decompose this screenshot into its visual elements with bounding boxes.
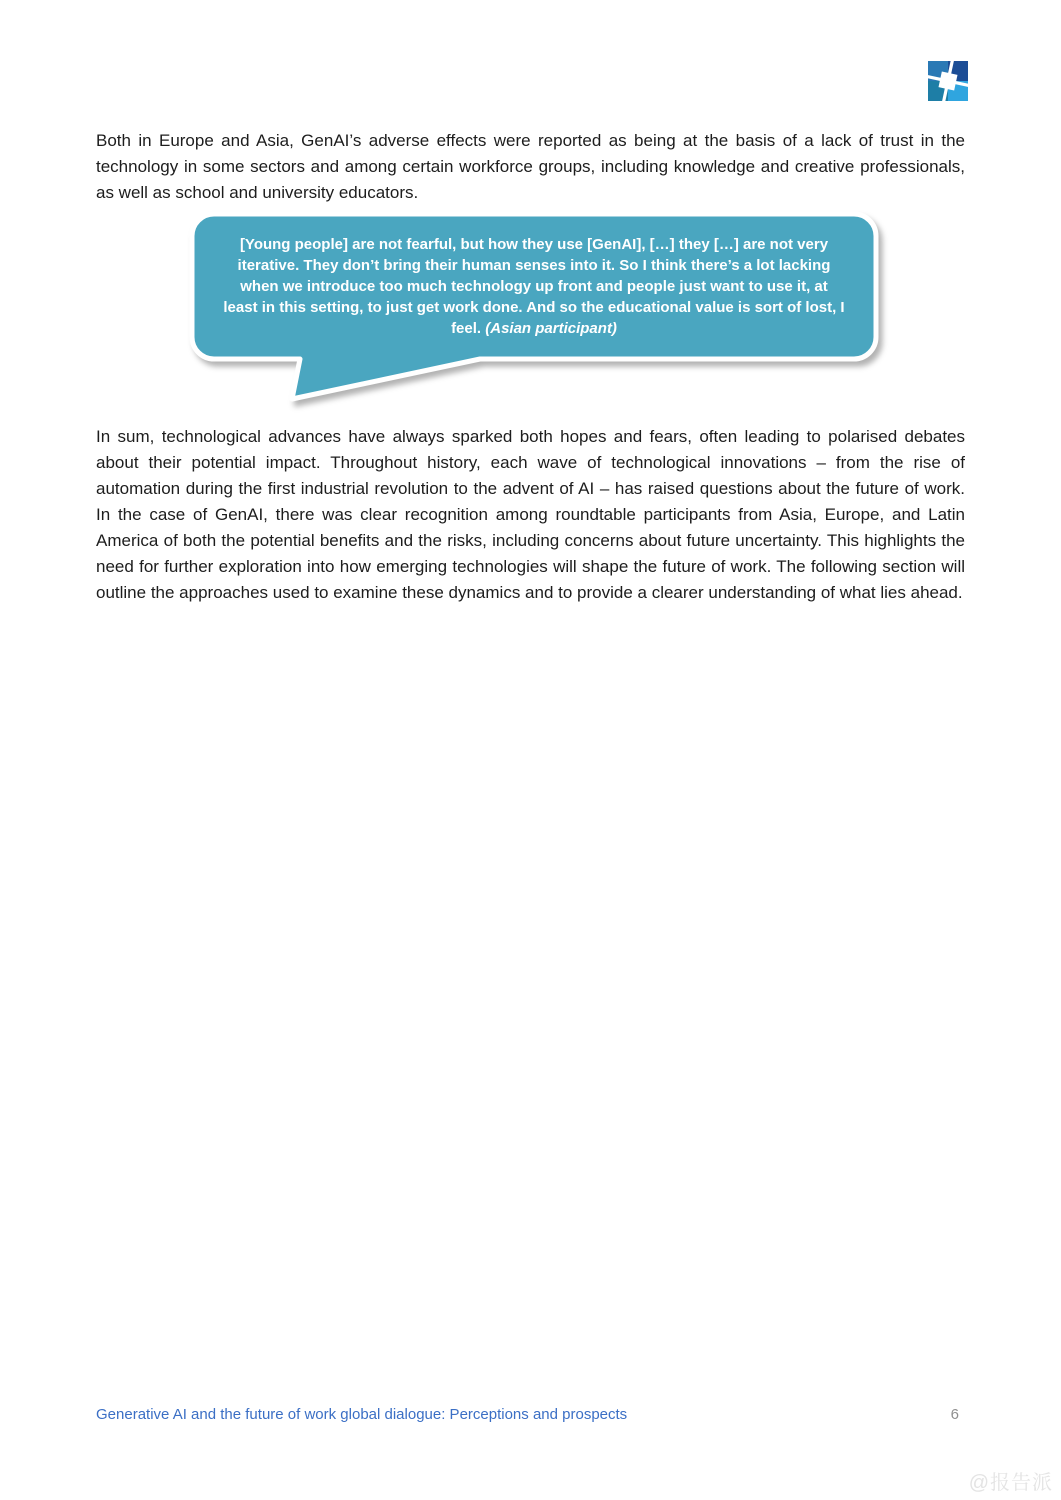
paragraph-intro: Both in Europe and Asia, GenAI’s adverse effects were reported as being at the basis of a lack of trust in the technology in some sectors and among certain workforce groups, including knowledge and creative professionals, as well as school and university educators.: [96, 131, 965, 202]
quote-text: [222, 234, 846, 339]
paragraph-summary: In sum, technological advances have always sparked both hopes and fears, often leading to polarised debates about their potential impact. Throughout history, each wave of technological innovations – from the rise of automation during the first industrial revolution to the advent of AI – has raised questions about the future of work. In the case of GenAI, there was clear recognition among roundtable participants from Asia, Europe, and Latin America of both the potential benefits and the risks, including concerns about future uncertainty. This highlights the need for further exploration into how emerging technologies will shape the future of work. The following section will outline the approaches used to examine these dynamics and to provide a clearer understanding of what lies ahead.: [96, 427, 965, 602]
page-footer: [96, 1406, 965, 1423]
quote-body: [Young people] are not fearful, but how they use [GenAI], […] they […] are not very iterative. They don’t bring their human senses into it. So I think there’s a lot lacking when we introduce too much technology up front and people just want to use it, at least in this setting, to just get work done. And so the educational value is sort of lost, I feel.: [223, 236, 845, 337]
quote-speech-bubble: [188, 210, 880, 410]
page-content: [96, 128, 965, 606]
four-squares-logo-icon: [927, 60, 969, 102]
quote-attribution: (Asian participant): [485, 320, 617, 337]
footer-page-number: 6: [950, 1406, 959, 1423]
watermark-text: @报告派: [968, 1472, 1053, 1494]
footer-document-title: Generative AI and the future of work global dialogue: Perceptions and prospects: [96, 1406, 628, 1423]
